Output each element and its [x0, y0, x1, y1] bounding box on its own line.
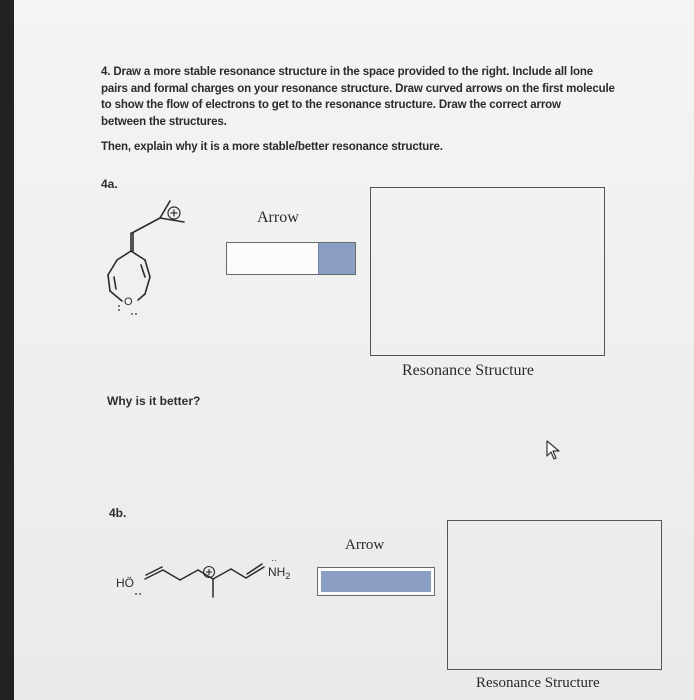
part-a-label: 4a. [101, 177, 118, 191]
arrow-dropdown-button-a[interactable] [318, 243, 355, 274]
question-line-3: to show the flow of electrons to get to the resonance structure. Draw the correct arrow [101, 99, 561, 111]
amine-lone-pair: ·· [271, 555, 277, 565]
mouse-pointer-icon [545, 440, 561, 460]
resonance-structure-box-a[interactable] [370, 187, 605, 356]
hydroxyl-label: HÖ [116, 576, 134, 590]
question-line-4: between the structures. [101, 115, 227, 128]
resonance-label-b: Resonance Structure [476, 675, 600, 691]
arrow-dropdown-button-b[interactable] [321, 571, 431, 592]
arrow-label-a: Arrow [257, 209, 299, 226]
why-label: Why is it better? [107, 394, 201, 408]
ring-oxygen-label: O [124, 296, 133, 308]
part-b-label: 4b. [109, 506, 127, 520]
molecule-4b [112, 555, 312, 605]
resonance-label-a: Resonance Structure [402, 362, 534, 379]
amine-label: $NH_2$ [268, 565, 291, 581]
question-text [101, 64, 641, 130]
arrow-select-b[interactable] [317, 567, 435, 596]
molecule-4a [100, 198, 200, 323]
question-line-1: 4. Draw a more stable resonance structure in the space provided to the right. Include all lone [101, 66, 594, 78]
resonance-structure-box-b[interactable] [447, 520, 662, 670]
arrow-select-a[interactable] [226, 242, 356, 275]
instruction-text: Then, explain why it is a more stable/better resonance structure. [101, 141, 443, 153]
arrow-label-b: Arrow [345, 537, 385, 553]
question-line-2: pairs and formal charges on your resonance structure. Draw curved arrows on the first molecule [101, 82, 615, 95]
